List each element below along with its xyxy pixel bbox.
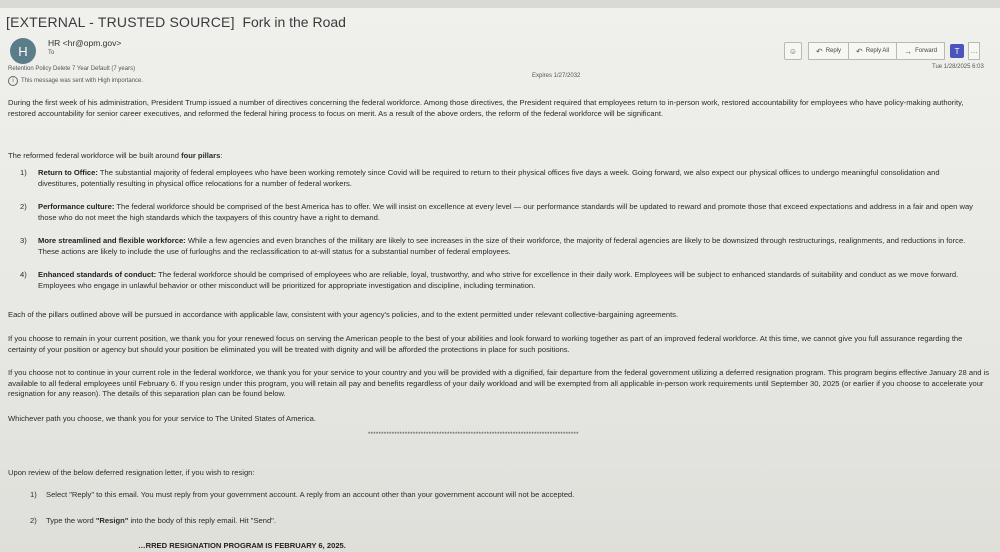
message-actions	[784, 42, 980, 60]
pillar-title: More streamlined and flexible workforce:	[38, 236, 186, 245]
forward-arrow-icon: →	[904, 46, 913, 56]
window-top-strip	[0, 0, 1000, 8]
external-tag: [EXTERNAL - TRUSTED SOURCE]	[6, 14, 235, 30]
pillar-number: 2)	[20, 202, 27, 211]
separator-line: ********************************************************************************	[368, 432, 579, 438]
intro-paragraph: During the first week of his administration, President Trump issued a number of directives concerning the federal workforce. Among those directives, the President required that employees return to in-person work, restored accountability for employees who have policy-making authority, restored accountability for senior career executives, and reformed the federal hiring process to focus on merit. As a result of the above orders, the reform of the federal workforce will be significant.	[8, 98, 964, 118]
reply-arrow-icon: ↶	[816, 46, 823, 56]
info-icon: i	[8, 76, 18, 86]
pillar-number: 4)	[20, 270, 27, 279]
smiley-icon: ☺	[788, 46, 798, 56]
pillars-law-paragraph: Each of the pillars outlined above will be pursued in accordance with applicable law, consistent with your agency's policies, and to the extent permitted under relevant collective-bargaining agreements.	[8, 310, 679, 319]
reply-all-button[interactable]	[848, 42, 897, 60]
subject-text: Fork in the Road	[242, 14, 346, 30]
pillar-title: Performance culture:	[38, 202, 115, 211]
pillar-description: The substantial majority of federal employees who have been working remotely since Covid will be required to return to their physical offices five days a week. Going forward, we also expect our physical offices to undergo meaningful consolidation and divestitures, potentially resulting in physical office relocations for a number of federal workers.	[38, 168, 940, 188]
pillar-title: Return to Office:	[38, 168, 98, 177]
step-number: 1)	[30, 490, 37, 499]
step-text-pre: Type the word	[46, 516, 96, 525]
pillar-number: 1)	[20, 168, 27, 177]
remain-paragraph: If you choose to remain in your current position, we thank you for your renewed focus on serving the American people to the best of your abilities and look forward to working together as part of an improved federal workforce. At this time, we cannot give you full assurance regarding the certainty of your position or agency but should your position be eliminated you will be treated with dignity and will be afforded the protections in place for such positions.	[8, 334, 963, 354]
review-paragraph: Upon review of the below deferred resignation letter, if you wish to resign:	[8, 468, 255, 477]
sent-date: Tue 1/28/2025 6:03	[932, 64, 984, 70]
emoji-reaction-button[interactable]	[784, 42, 802, 60]
reply-button[interactable]	[808, 42, 849, 60]
reply-label: Reply	[825, 48, 842, 54]
forward-button[interactable]	[896, 42, 945, 60]
step-text-bold: "Resign"	[95, 516, 129, 525]
step-text	[46, 490, 574, 501]
step-text-pre: Select "Reply" to this email. You must reply from your government account. A reply from an account other than your government account will not be accepted.	[46, 490, 575, 499]
expires-label: Expires 1/27/2032	[532, 73, 581, 79]
teams-icon[interactable]: T	[950, 44, 964, 58]
retention-policy: Retention Policy Delete 7 Year Default (7 years)	[8, 66, 136, 72]
reply-all-label: Reply All	[865, 48, 890, 54]
step-text	[46, 516, 276, 527]
pillars-intro	[8, 151, 993, 162]
email-body	[8, 98, 993, 550]
pillar-number: 3)	[20, 236, 27, 245]
email-subject	[6, 14, 346, 30]
sender-avatar[interactable]: H	[10, 38, 36, 64]
to-label: To	[48, 50, 55, 56]
thanks-paragraph: Whichever path you choose, we thank you for your service to The United States of America.	[8, 414, 316, 423]
step-text-post: into the body of this reply email. Hit "Send".	[128, 516, 276, 525]
pillars-intro-prefix: The reformed federal workforce will be built around	[8, 151, 182, 160]
pillar-text	[38, 168, 980, 189]
pillar-text	[38, 236, 980, 257]
sender-address[interactable]: HR <hr@opm.gov>	[48, 38, 122, 48]
pillar-description: While a few agencies and even branches of the military are likely to see increases in the size of their workforce, the majority of federal agencies are likely to be downsized through restructurings, realignments, and reductions in force. These actions are likely to include the use of furloughs and the reclassification to at-will status for a substantial number of federal employees.	[38, 236, 966, 256]
pillar-description: The federal workforce should be comprised of employees who are reliable, loyal, trustworthy, and who strive for excellence in their daily work. Employees will be subject to enhanced standards of suitability and conduct as we move forward. Employees who engage in unlawful behavior or other misconduct will be prioritized for appropriate investigation and discipline, including termination.	[38, 270, 959, 290]
more-actions-button[interactable]: …	[968, 42, 980, 60]
reply-all-arrow-icon: ↶	[856, 46, 863, 56]
importance-notice	[8, 76, 143, 86]
importance-text: This message was sent with High importance.	[21, 78, 144, 84]
pillar-text	[38, 202, 980, 223]
pillar-text	[38, 270, 980, 291]
resign-paragraph: If you choose not to continue in your current role in the federal workforce, we thank you for your service to your country and you will be provided with a dignified, fair departure from the federal government utilizing a deferred resignation program. This program begins effective January 28 and is available to all federal employees until February 6. If you resign under this program, you will retain all pay and benefits regardless of your daily workload and will be exempted from all applicable in-person work requirements until September 30, 2025 (or earlier if you choose to accelerate your resignation for any reason). The details of this separation plan can be found below.	[8, 368, 990, 398]
deadline-notice: …RRED RESIGNATION PROGRAM IS FEBRUARY 6, 2025.	[138, 541, 346, 550]
pillars-intro-suffix: :	[220, 151, 223, 160]
pillars-intro-bold: four pillars	[181, 151, 221, 160]
pillar-title: Enhanced standards of conduct:	[38, 270, 157, 279]
pillar-description: The federal workforce should be comprised of the best America has to offer. We will insist on excellence at every level — our performance standards will be updated to reward and promote those that exceed expectations and address in a fair and open way those who do not meet the high standards which the taxpayers of this country have a right to demand.	[38, 202, 973, 222]
step-number: 2)	[30, 516, 37, 525]
forward-label: Forward	[915, 48, 938, 54]
